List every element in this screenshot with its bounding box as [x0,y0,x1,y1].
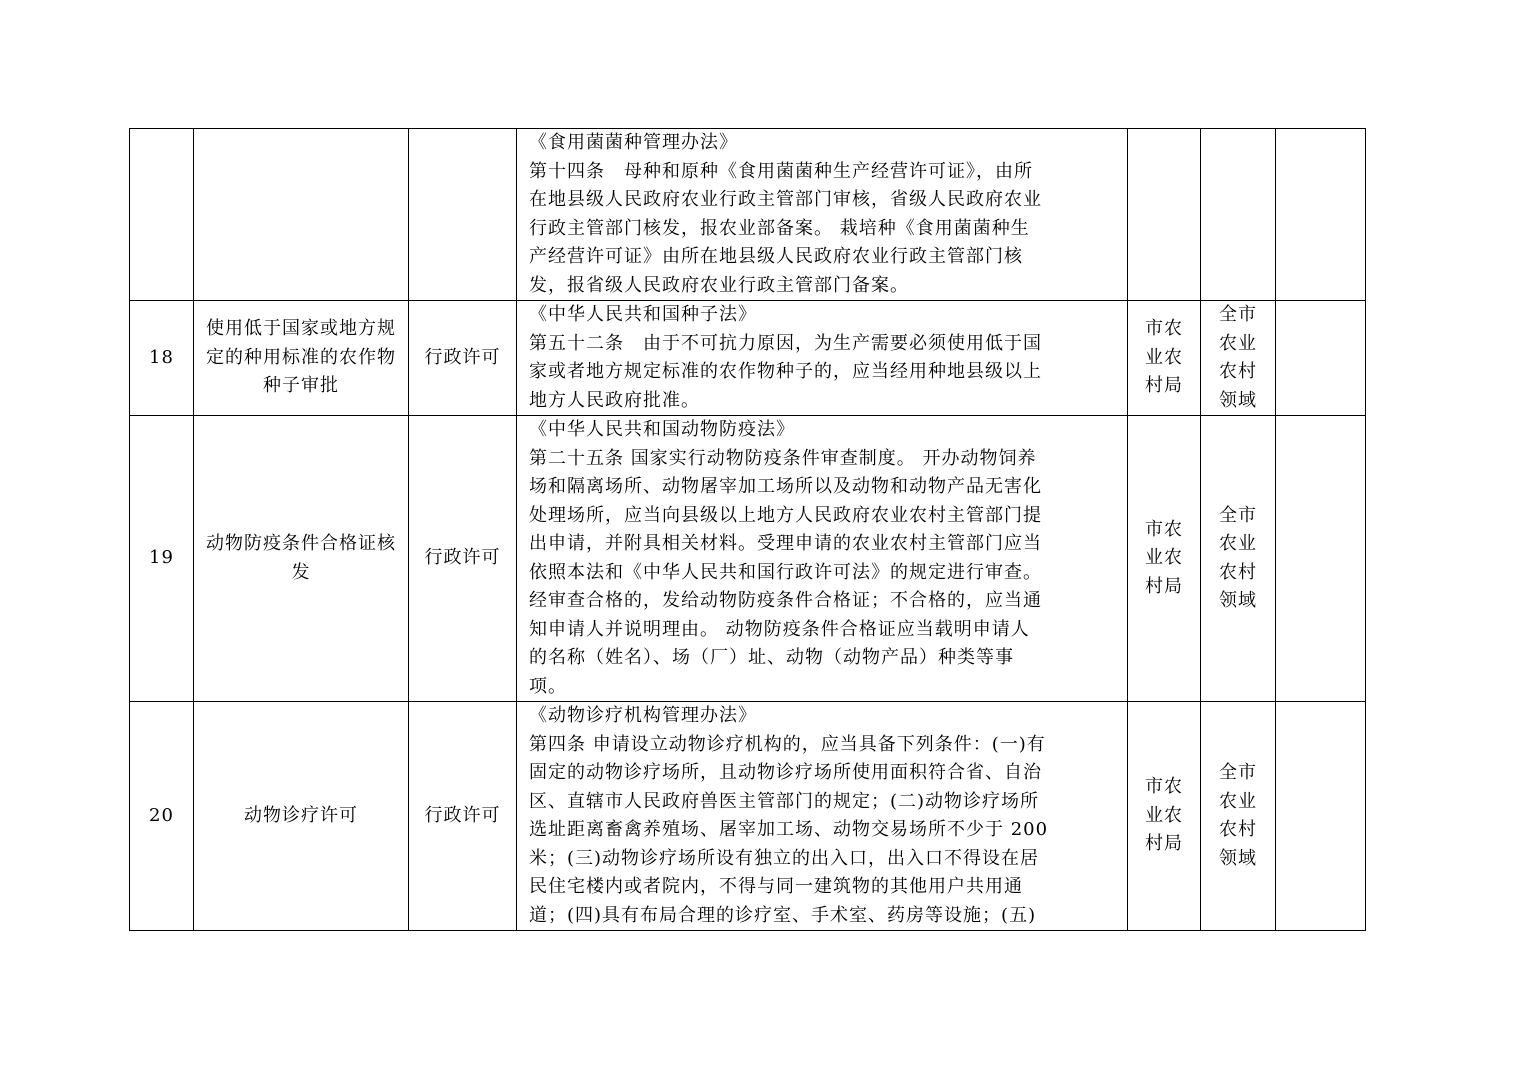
table-row [130,702,1366,931]
basis-line: 知申请人并说明理由。 动物防疫条件合格证应当载明申请人 [529,618,1030,640]
application-scope: 全市农业农村领域 [1201,301,1276,416]
basis-line: 米；(三)动物诊疗场所设有独立的出入口，出入口不得设在居 [529,847,1040,869]
basis-line: 《中华人民共和国种子法》 [529,304,757,325]
basis-line: 固定的动物诊疗场所，且动物诊疗场所使用面积符合省、自治 [529,762,1042,783]
permit-table [129,128,1366,931]
item-name: 使用低于国家或地方规定的种用标准的农作物种子审批 [194,301,409,416]
basis-line: 第五十二条 由于不可抗力原因，为生产需要必须使用低于国 [529,332,1042,354]
implementing-department [1128,129,1201,301]
basis-line: 选址距离畜禽养殖场、屠宰加工场、动物交易场所不少于 200 [529,819,1049,840]
basis-line: 项。 [529,675,567,697]
item-category [409,129,517,301]
basis-line: 民住宅楼内或者院内，不得与同一建筑物的其他用户共用通 [529,876,1023,897]
basis-line: 区、直辖市人民政府兽医主管部门的规定；(二)动物诊疗场所 [529,790,1040,812]
basis-line: 依照本法和《中华人民共和国行政许可法》的规定进行审查。 [529,561,1042,583]
basis-line: 第四条 申请设立动物诊疗机构的，应当具备下列条件：(一)有 [529,733,1046,755]
table-row [130,129,1366,301]
basis-line: 《中华人民共和国动物防疫法》 [529,419,795,440]
implementing-department: 市农业农村局 [1128,301,1201,416]
basis-line: 处理场所，应当向县级以上地方人民政府农业农村主管部门提 [529,504,1042,526]
basis-line: 《食用菌菌种管理办法》 [529,132,738,153]
basis-line: 发，报省级人民政府农业行政主管部门备案。 [529,274,909,296]
row-number: 20 [130,702,194,931]
row-number: 19 [130,416,194,702]
remark [1276,416,1366,702]
basis-line: 经审查合格的，发给动物防疫条件合格证；不合格的，应当通 [529,590,1042,611]
basis-line: 产经营许可证》由所在地县级人民政府农业行政主管部门核 [529,246,1023,267]
application-scope: 全市农业农村领域 [1201,702,1276,931]
implementing-department: 市农业农村局 [1128,416,1201,702]
application-scope: 全市农业农村领域 [1201,416,1276,702]
basis-line: 的名称（姓名）、场（厂）址、动物（动物产品）种类等事 [529,647,1014,668]
item-category: 行政许可 [409,702,517,931]
row-number [130,129,194,301]
item-name: 动物诊疗许可 [194,702,409,931]
remark [1276,301,1366,416]
basis-line: 第二十五条 国家实行动物防疫条件审查制度。 开办动物饲养 [529,447,1037,469]
basis-line: 《动物诊疗机构管理办法》 [529,705,757,726]
basis-line: 家或者地方规定标准的农作物种子的，应当经用种地县级以上 [529,361,1042,382]
legal-basis [517,702,1128,931]
legal-basis [517,416,1128,702]
remark [1276,129,1366,301]
basis-line: 场和隔离场所、动物屠宰加工场所以及动物和动物产品无害化 [529,476,1042,497]
remark [1276,702,1366,931]
item-name: 动物防疫条件合格证核发 [194,416,409,702]
table-row [130,301,1366,416]
basis-line: 道；(四)具有布局合理的诊疗室、手术室、药房等设施；(五) [529,904,1037,926]
item-category: 行政许可 [409,301,517,416]
basis-line: 第十四条 母种和原种《食用菌菌种生产经营许可证》，由所 [529,160,1033,182]
item-name [194,129,409,301]
row-number: 18 [130,301,194,416]
legal-basis [517,129,1128,301]
item-category: 行政许可 [409,416,517,702]
table-row [130,416,1366,702]
implementing-department: 市农业农村局 [1128,702,1201,931]
legal-basis [517,301,1128,416]
basis-line: 地方人民政府批准。 [529,389,700,411]
basis-line: 行政主管部门核发，报农业部备案。 栽培种《食用菌菌种生 [529,217,1030,239]
basis-line: 在地县级人民政府农业行政主管部门审核，省级人民政府农业 [529,189,1042,210]
basis-line: 出申请，并附具相关材料。受理申请的农业农村主管部门应当 [529,533,1042,554]
application-scope [1201,129,1276,301]
